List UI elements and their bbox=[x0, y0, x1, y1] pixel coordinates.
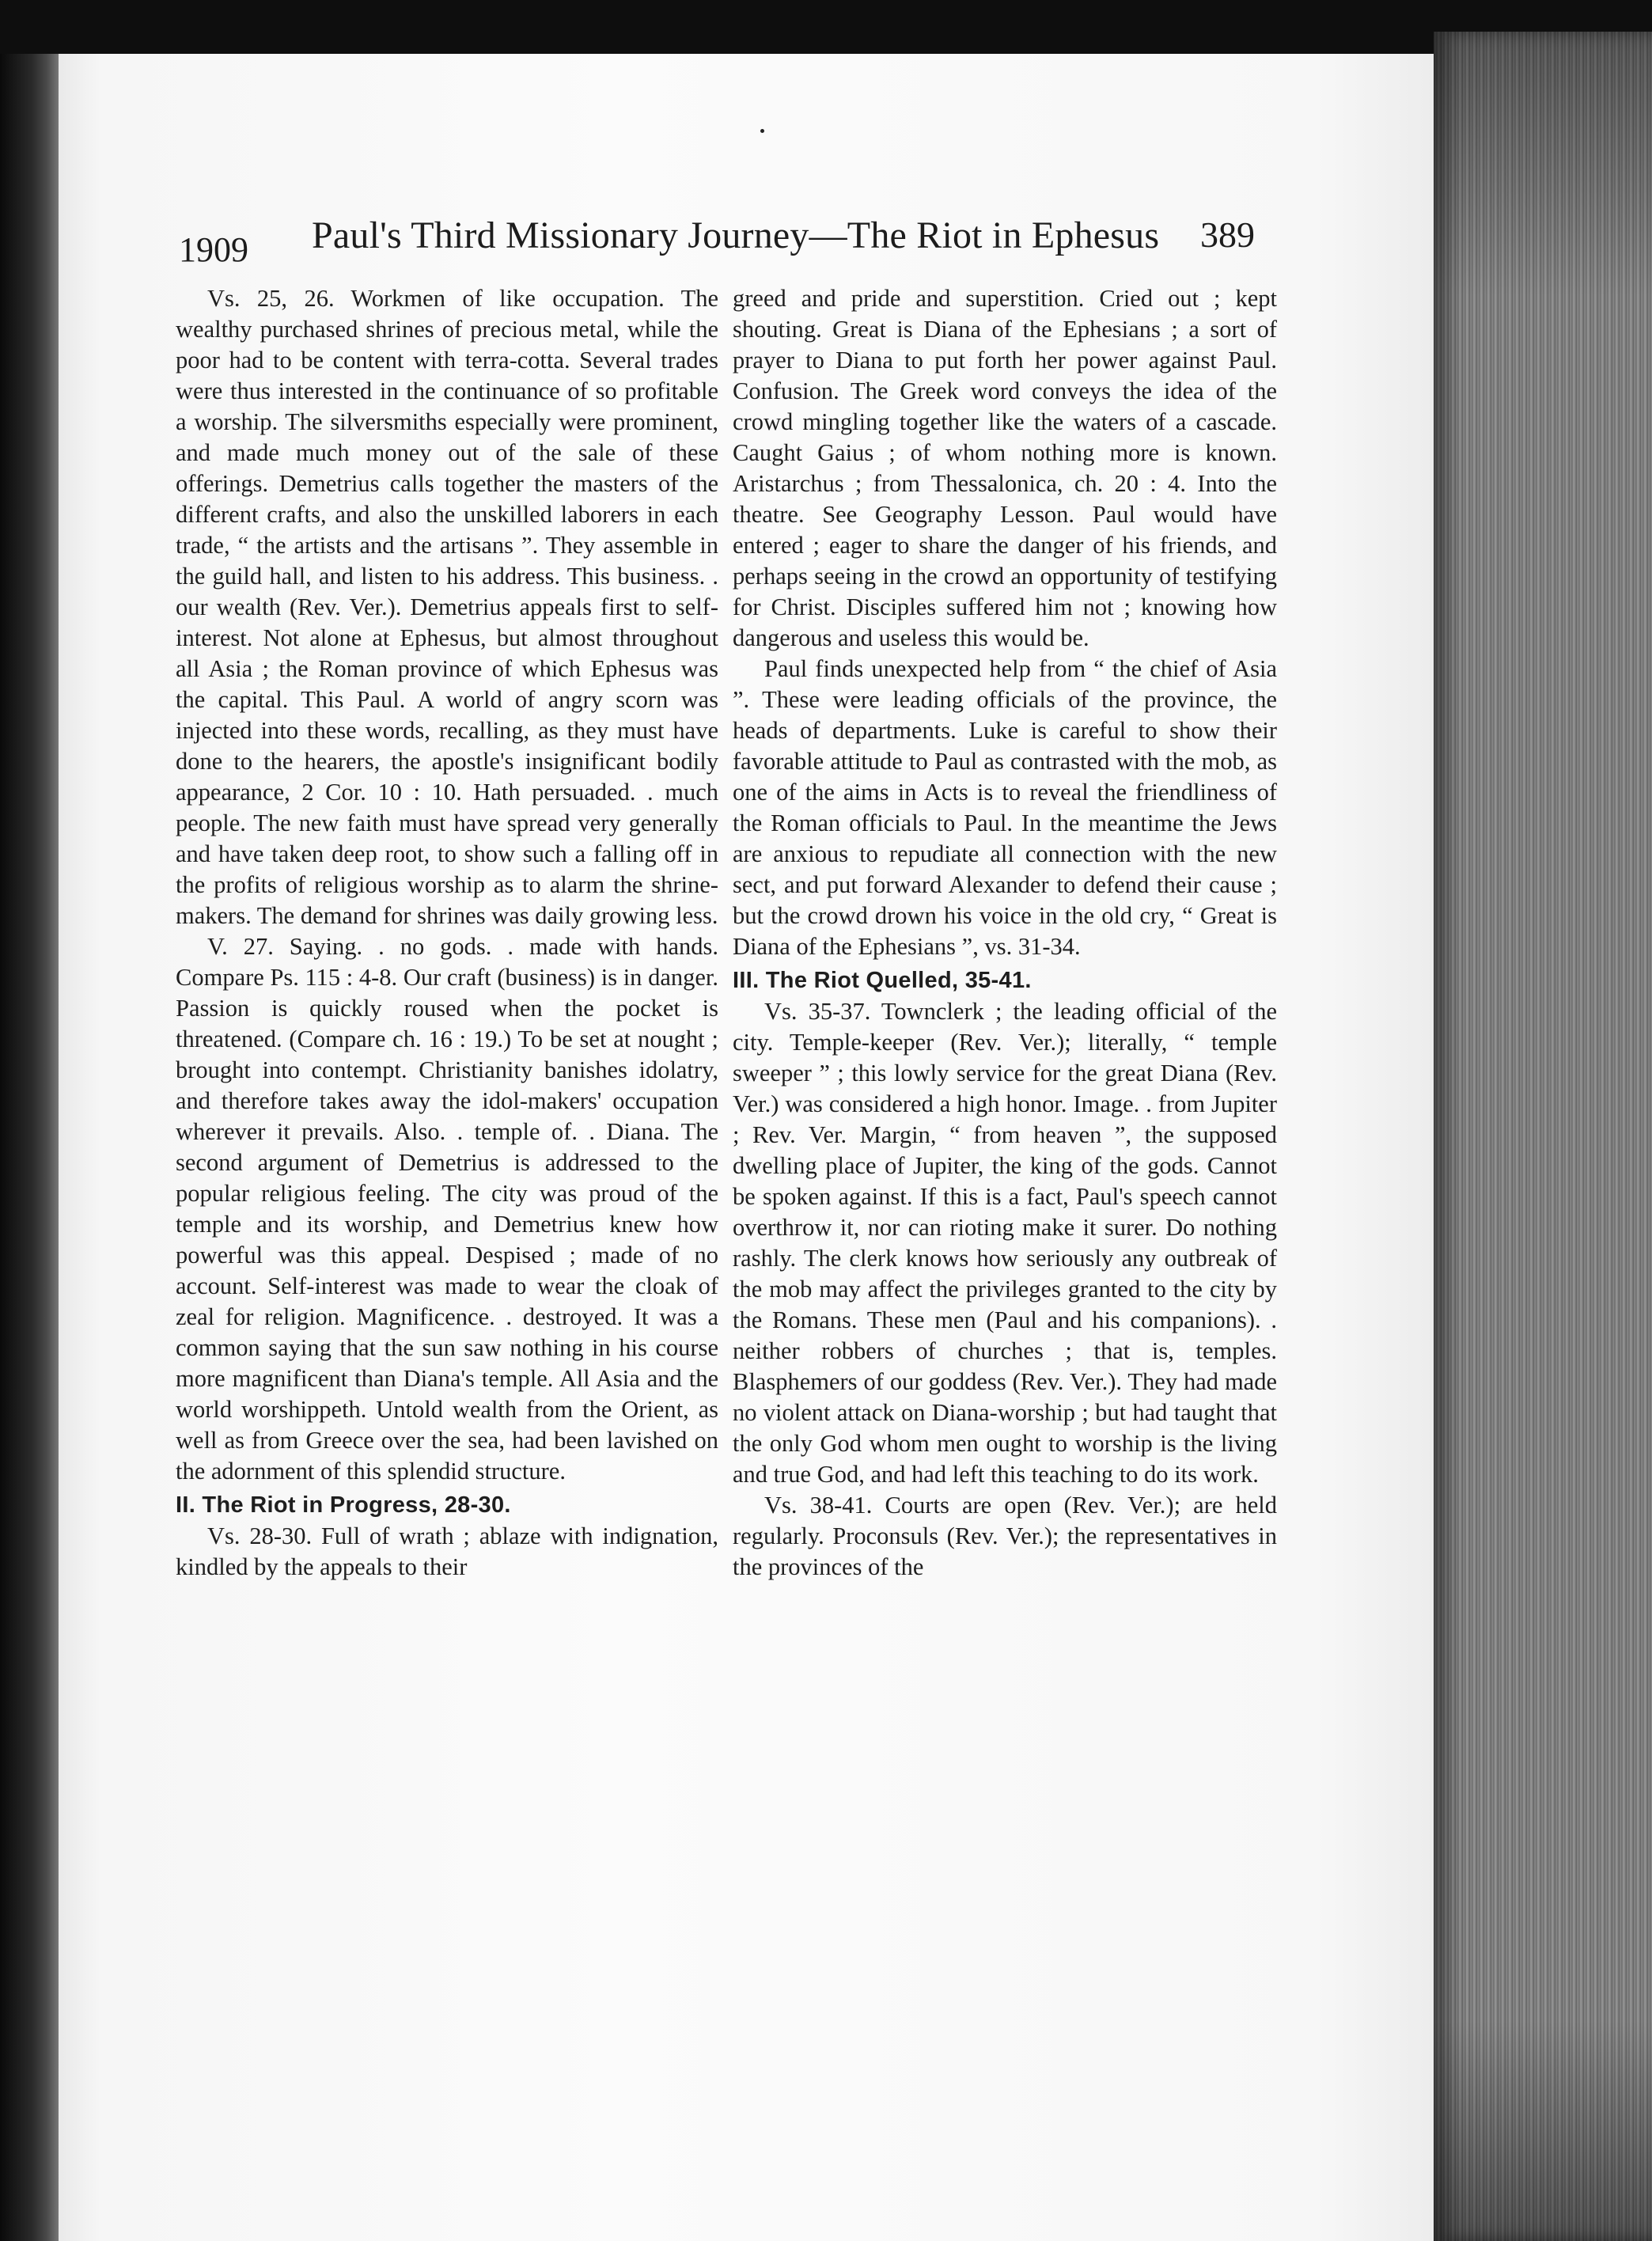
book-spine-shadow bbox=[0, 54, 59, 2241]
page-number: 389 bbox=[1200, 214, 1255, 255]
left-column bbox=[176, 283, 718, 1583]
running-head bbox=[179, 207, 1255, 271]
paragraph: Vs. 25, 26. Workmen of like occupation. The wealthy purchased shrines of precious metal, while the poor had to be content with terra-cotta. Several trades were thus interested in the continuance of so profitable a worship. The silversmiths especially were prominent, and made much money out of the sale of these offerings. Demetrius calls together the masters of the different crafts, and also the unskilled laborers in each trade, “ the artists and the artisans ”. They assemble in the guild hall, and listen to his address. This business. . our wealth (Rev. Ver.). Demetrius appeals first to self-interest. Not alone at Ephesus, but almost throughout all Asia ; the Roman province of which Ephesus was the capital. This Paul. A world of angry scorn was injected into these words, recalling, as they must have done to the hearers, the apostle's insignificant bodily appearance, 2 Cor. 10 : 10. Hath persuaded. . much people. The new faith must have spread very generally and have taken deep root, to show such a falling off in the profits of religious worship as to alarm the shrine-makers. The demand for shrines was daily growing less. bbox=[176, 285, 718, 929]
paragraph: V. 27. Saying. . no gods. . made with hands. Compare Ps. 115 : 4-8. Our craft (business) is in danger. Passion is quickly roused when the pocket is threatened. (Compare ch. 16 : 19.) To be set at nought ; brought into contempt. Christianity banishes idolatry, and therefore takes away the idol-makers' occupation wherever it prevails. Also. . temple of. . Diana. The second argument of Demetrius is addressed to the popular religious feeling. The city was proud of the temple and its worship, and Demetrius knew how powerful was this appeal. Despised ; made of no account. Self-interest was made to wear the cloak of zeal for religion. Magnificence. . destroyed. It was a common saying that the sun saw nothing in his course more magnificent than Diana's temple. All Asia and the world worshippeth. Untold wealth from the Orient, as well as from Greece over the sea, had been lavished on the adornment of this splendid structure. bbox=[176, 933, 718, 1485]
scan-background-top bbox=[0, 0, 1652, 54]
speck-mark bbox=[760, 129, 764, 133]
paragraph: Vs. 38-41. Courts are open (Rev. Ver.); are held regularly. Proconsuls (Rev. Ver.); the representatives in the provinces of the bbox=[733, 1492, 1277, 1580]
right-column bbox=[733, 283, 1277, 1583]
section-heading: II. The Riot in Progress, 28-30. bbox=[176, 1492, 511, 1518]
paragraph: greed and pride and superstition. Cried out ; kept shouting. Great is Diana of the Ephesians ; a sort of prayer to Diana to put forth her power against Paul. Confusion. The Greek word conveys the idea of the crowd mingling together like the waters of a cascade. Caught Gaius ; of whom nothing more is known. Aristarchus ; from Thessalonica, ch. 20 : 4. Into the theatre. See Geography Lesson. Paul would have entered ; eager to share the danger of his friends, and perhaps seeing in the crowd an opportunity of testifying for Christ. Disciples suffered him not ; knowing how dangerous and useless this would be. bbox=[733, 285, 1277, 651]
paragraph: Vs. 35-37. Townclerk ; the leading official of the city. Temple-keeper (Rev. Ver.); literally, “ temple sweeper ” ; this lowly service for the great Diana (Rev. Ver.) was considered a high honor. Image. . from Jupiter ; Rev. Ver. Margin, “ from heaven ”, the supposed dwelling place of Jupiter, the king of the gods. Cannot be spoken against. If this is a fact, Paul's speech cannot overthrow it, nor can rioting make it surer. Do nothing rashly. The clerk knows how seriously any outbreak of the mob may affect the privileges granted to the city by the Romans. These men (Paul and his companions). . neither robbers of churches ; that is, temples. Blasphemers of our goddess (Rev. Ver.). They had made no violent attack on Diana-worship ; but had taught that the only God whom men ought to worship is the living and true God, and had left this teaching to do its work. bbox=[733, 998, 1277, 1488]
header-year: 1909 bbox=[179, 230, 248, 269]
paragraph: Paul finds unexpected help from “ the chief of Asia ”. These were leading officials of the province, the heads of departments. Luke is careful to show their favorable attitude to Paul as contrasted with the mob, as one of the aims in Acts is to reveal the friendliness of the Roman officials to Paul. In the meantime the Jews are anxious to repudiate all connection with the new sect, and put forward Alexander to defend their cause ; but the crowd drown his voice in the old cry, “ Great is Diana of the Ephesians ”, vs. 31-34. bbox=[733, 655, 1277, 960]
paragraph: Vs. 28-30. Full of wrath ; ablaze with indignation, kindled by the appeals to their bbox=[176, 1522, 718, 1580]
header-title: Paul's Third Missionary Journey—The Riot in Ephesus bbox=[312, 214, 1160, 256]
section-heading: III. The Riot Quelled, 35-41. bbox=[733, 968, 1032, 993]
page-edges bbox=[1434, 32, 1652, 2241]
